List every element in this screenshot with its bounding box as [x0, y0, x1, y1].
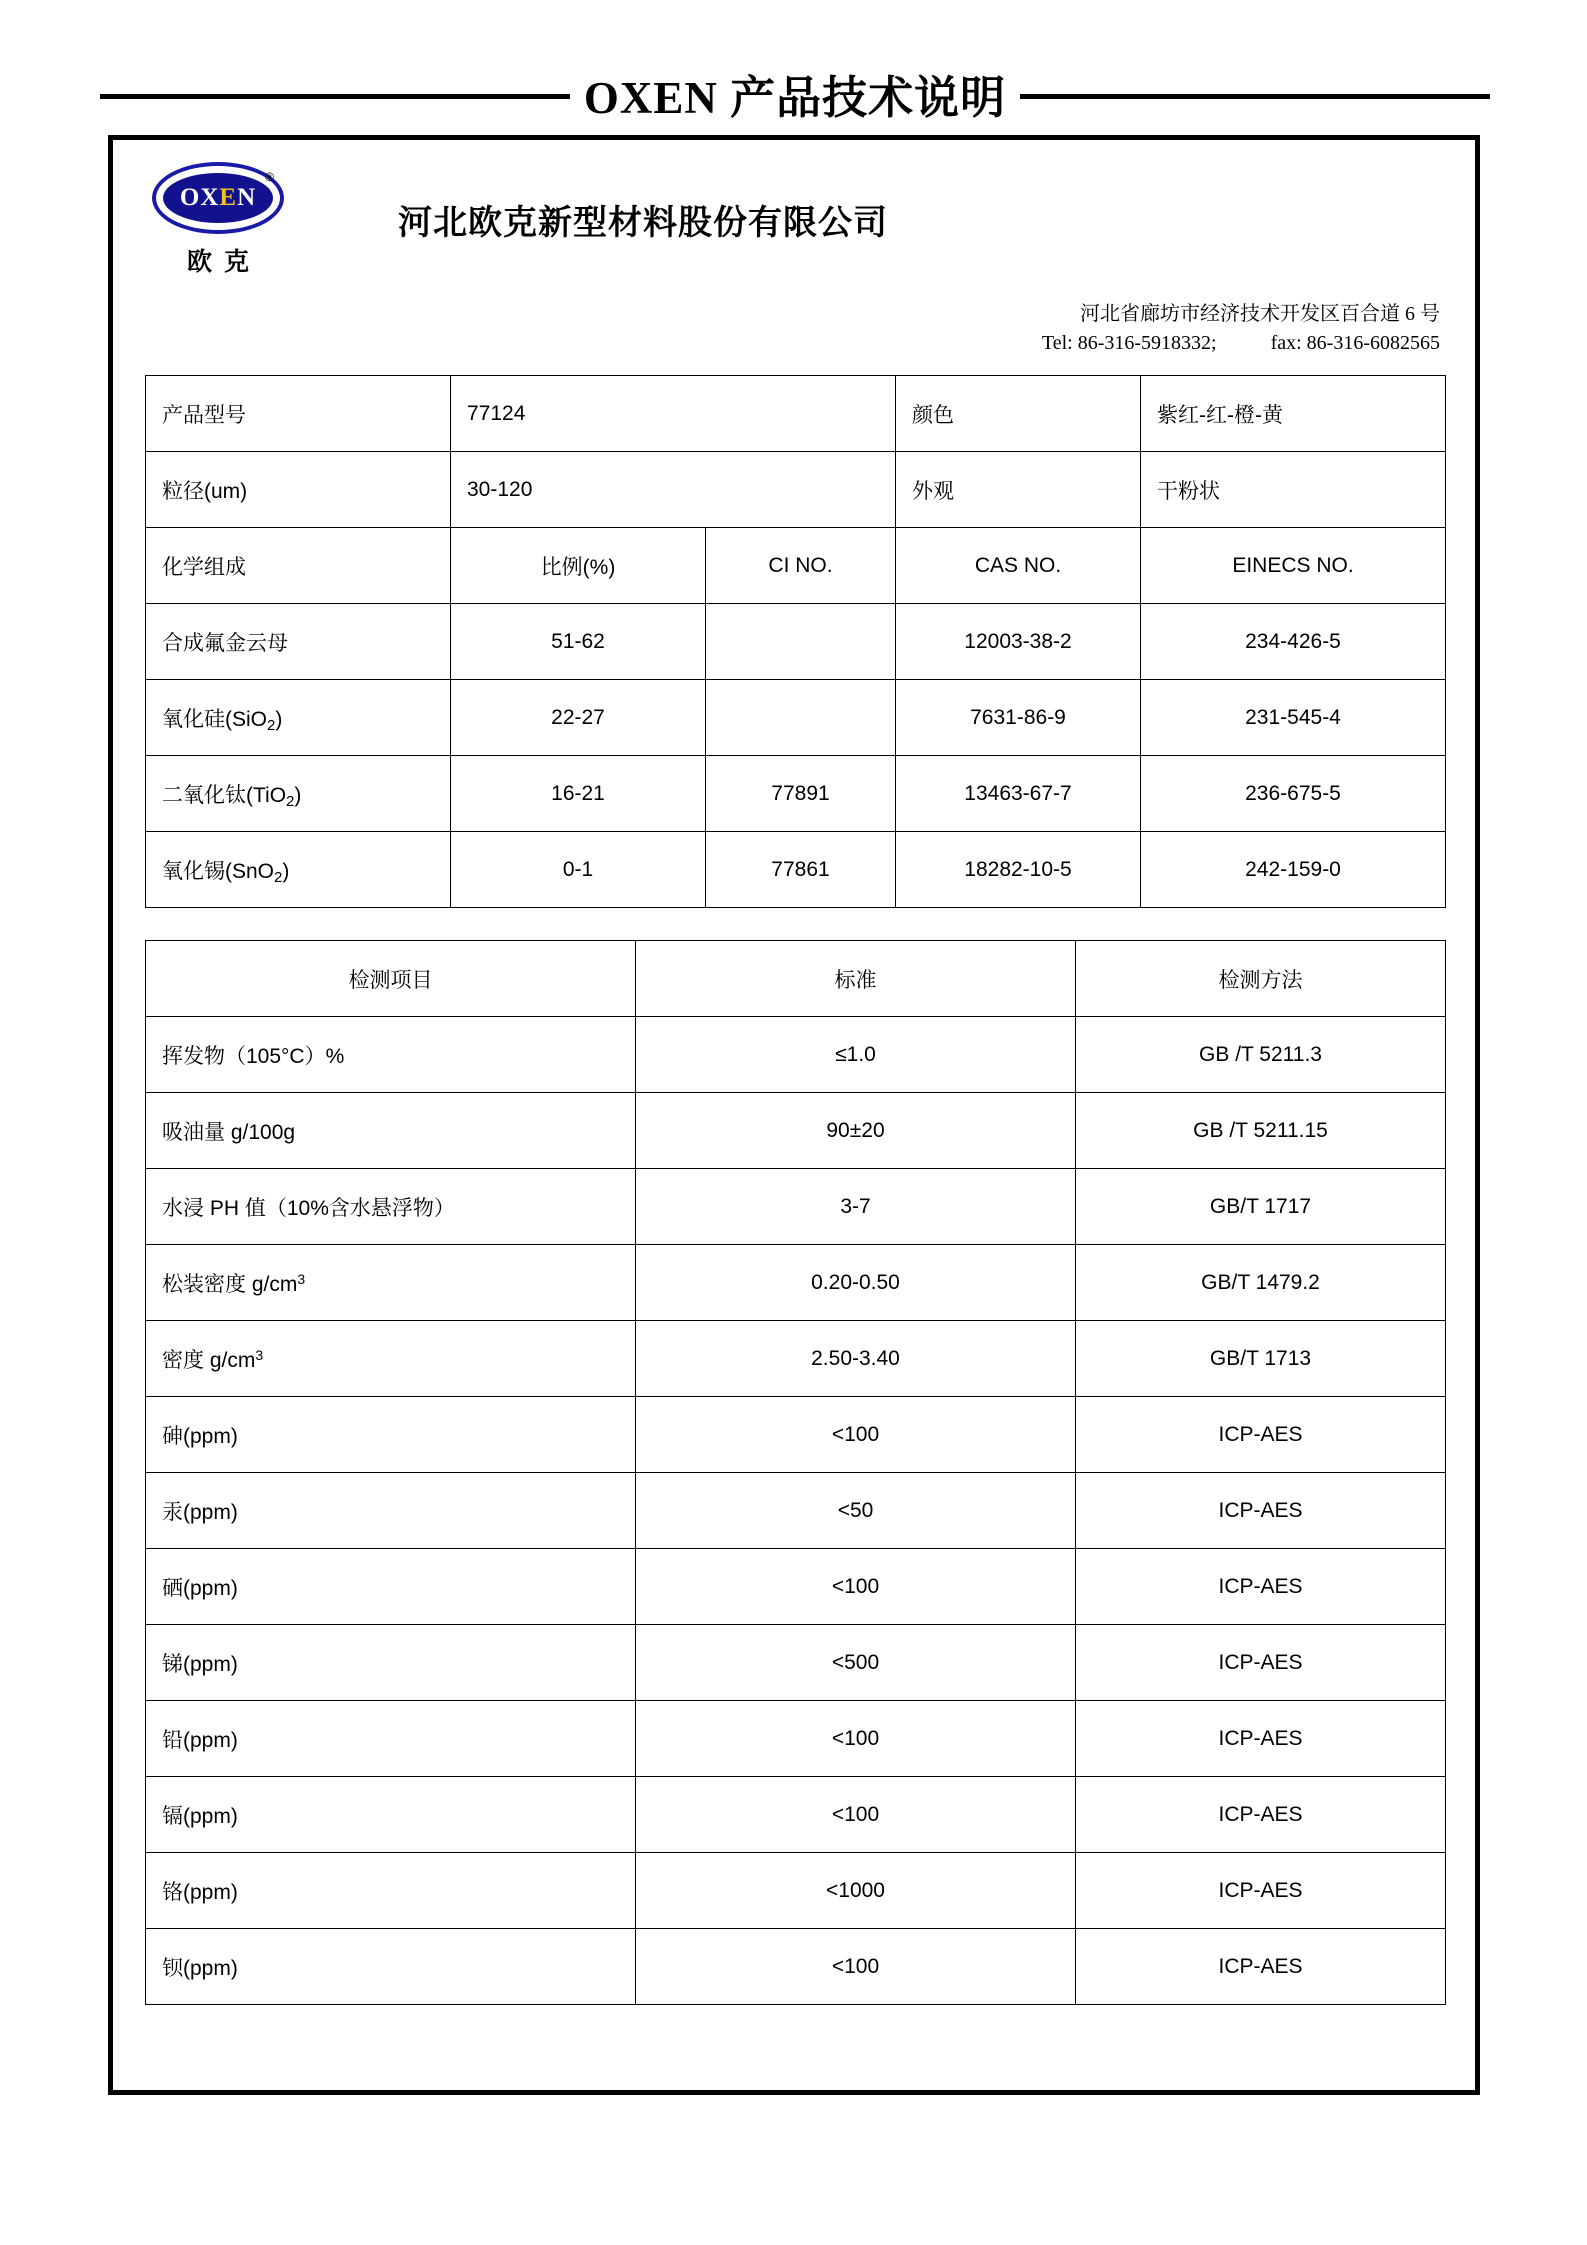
cell-test-item: 汞(ppm) [146, 1473, 636, 1549]
company-phone-fax [1042, 329, 1440, 358]
page-title [584, 61, 1006, 126]
table-row [146, 452, 1446, 528]
table-row [146, 1473, 1446, 1549]
cell-test-item: 铬(ppm) [146, 1853, 636, 1929]
cell-composition-ratio: 16-21 [451, 756, 706, 832]
table-row [146, 680, 1446, 756]
cell-composition-ci [706, 604, 896, 680]
company-contact [1042, 300, 1440, 358]
cell-standard: 3-7 [636, 1169, 1076, 1245]
cell-model-value: 77124 [451, 376, 896, 452]
cell-method: ICP-AES [1076, 1929, 1446, 2005]
cell-method: ICP-AES [1076, 1777, 1446, 1853]
logo-cn-name: 欧克 [186, 249, 261, 276]
cell-composition-einecs: 231-545-4 [1141, 680, 1446, 756]
cell-method: GB /T 5211.3 [1076, 1017, 1446, 1093]
table-header-row [146, 941, 1446, 1017]
cell-test-item: 锑(ppm) [146, 1625, 636, 1701]
logo-wordmark: OXEN [179, 184, 257, 211]
cell-composition-cas: 12003-38-2 [896, 604, 1141, 680]
company-name: 河北欧克新型材料股份有限公司 [398, 205, 888, 242]
cell-particle-value: 30-120 [451, 452, 896, 528]
header-einecs-no: EINECS NO. [1141, 528, 1446, 604]
cell-method: ICP-AES [1076, 1701, 1446, 1777]
header-standard: 标准 [636, 941, 1076, 1017]
logo-oval-icon [152, 162, 284, 234]
table-row [146, 1625, 1446, 1701]
cell-standard: <100 [636, 1777, 1076, 1853]
specification-table [145, 375, 1446, 908]
table-row [146, 376, 1446, 452]
cell-composition-einecs: 236-675-5 [1141, 756, 1446, 832]
cell-test-item: 松装密度 $g/cm^3$ [146, 1245, 636, 1321]
cell-composition-cas: 7631-86-9 [896, 680, 1141, 756]
document-header [100, 58, 1490, 128]
cell-composition-ci: 77861 [706, 832, 896, 908]
cell-composition-name: 氧化硅(SiO$_2$) [146, 680, 451, 756]
cell-method: ICP-AES [1076, 1853, 1446, 1929]
cell-particle-label: 粒径(um) [146, 452, 451, 528]
cell-standard: <100 [636, 1701, 1076, 1777]
cell-composition-ratio: 22-27 [451, 680, 706, 756]
test-items-table [145, 940, 1446, 2005]
cell-test-item: 硒(ppm) [146, 1549, 636, 1625]
cell-composition-einecs: 234-426-5 [1141, 604, 1446, 680]
cell-composition-ci: 77891 [706, 756, 896, 832]
cell-composition-name: 氧化锡(SnO$_2$) [146, 832, 451, 908]
cell-method: ICP-AES [1076, 1625, 1446, 1701]
company-fax: fax: 86-316-6082565 [1270, 332, 1440, 354]
content-frame [108, 135, 1480, 2095]
cell-standard: 90±20 [636, 1093, 1076, 1169]
header-composition: 化学组成 [146, 528, 451, 604]
company-tel: Tel: 86-316-5918332; [1041, 332, 1217, 354]
registered-mark: ® [265, 170, 274, 184]
cell-composition-cas: 18282-10-5 [896, 832, 1141, 908]
cell-method: GB/T 1717 [1076, 1169, 1446, 1245]
cell-test-item: 钡(ppm) [146, 1929, 636, 2005]
header-ratio: 比例(%) [451, 528, 706, 604]
cell-test-item: 密度 $g/cm^3$ [146, 1321, 636, 1397]
cell-composition-ratio: 51-62 [451, 604, 706, 680]
table-row [146, 1777, 1446, 1853]
company-address: 河北省廊坊市经济技术开发区百合道 6 号 [1080, 303, 1440, 325]
header-rule-left [100, 94, 570, 99]
cell-color-label: 颜色 [896, 376, 1141, 452]
table-row [146, 1093, 1446, 1169]
cell-test-item: 铅(ppm) [146, 1701, 636, 1777]
cell-method: ICP-AES [1076, 1549, 1446, 1625]
logo-oval-inner [163, 173, 273, 223]
cell-test-item: 水浸 PH 值（10%含水悬浮物） [146, 1169, 636, 1245]
cell-standard: <100 [636, 1397, 1076, 1473]
page-title-en: OXEN [583, 72, 718, 123]
header-ci-no: CI NO. [706, 528, 896, 604]
cell-color-value: 紫红-红-橙-黄 [1141, 376, 1446, 452]
cell-test-item: 镉(ppm) [146, 1777, 636, 1853]
cell-standard: 2.50-3.40 [636, 1321, 1076, 1397]
header-test-method: 检测方法 [1076, 941, 1446, 1017]
table-row [146, 1017, 1446, 1093]
cell-method: GB /T 5211.15 [1076, 1093, 1446, 1169]
cell-method: ICP-AES [1076, 1397, 1446, 1473]
cell-standard: <100 [636, 1549, 1076, 1625]
table-row [146, 1701, 1446, 1777]
cell-composition-name: 二氧化钛(TiO$_2$) [146, 756, 451, 832]
cell-appearance-value: 干粉状 [1141, 452, 1446, 528]
table-row [146, 604, 1446, 680]
cell-composition-cas: 13463-67-7 [896, 756, 1141, 832]
table-row [146, 832, 1446, 908]
cell-test-item: 吸油量 g/100g [146, 1093, 636, 1169]
cell-test-item: 砷(ppm) [146, 1397, 636, 1473]
table-row [146, 1169, 1446, 1245]
cell-composition-ratio: 0-1 [451, 832, 706, 908]
cell-composition-ci [706, 680, 896, 756]
cell-test-item: 挥发物（105°C）% [146, 1017, 636, 1093]
table-row [146, 1245, 1446, 1321]
cell-standard: ≤1.0 [636, 1017, 1076, 1093]
cell-model-label: 产品型号 [146, 376, 451, 452]
table-row [146, 1853, 1446, 1929]
page-title-cn: 产品技术说明 [730, 72, 1007, 123]
cell-composition-name: 合成氟金云母 [146, 604, 451, 680]
cell-appearance-label: 外观 [896, 452, 1141, 528]
cell-standard: 0.20-0.50 [636, 1245, 1076, 1321]
cell-standard: <100 [636, 1929, 1076, 2005]
cell-method: GB/T 1479.2 [1076, 1245, 1446, 1321]
table-row [146, 1929, 1446, 2005]
cell-standard: <500 [636, 1625, 1076, 1701]
table-row [146, 756, 1446, 832]
header-rule-right [1020, 94, 1490, 99]
cell-standard: <1000 [636, 1853, 1076, 1929]
table-header-row [146, 528, 1446, 604]
cell-standard: <50 [636, 1473, 1076, 1549]
header-cas-no: CAS NO. [896, 528, 1141, 604]
table-row [146, 1549, 1446, 1625]
cell-method: ICP-AES [1076, 1473, 1446, 1549]
header-test-item: 检测项目 [146, 941, 636, 1017]
table-row [146, 1397, 1446, 1473]
table-row [146, 1321, 1446, 1397]
company-logo [138, 162, 298, 278]
cell-method: GB/T 1713 [1076, 1321, 1446, 1397]
cell-composition-einecs: 242-159-0 [1141, 832, 1446, 908]
